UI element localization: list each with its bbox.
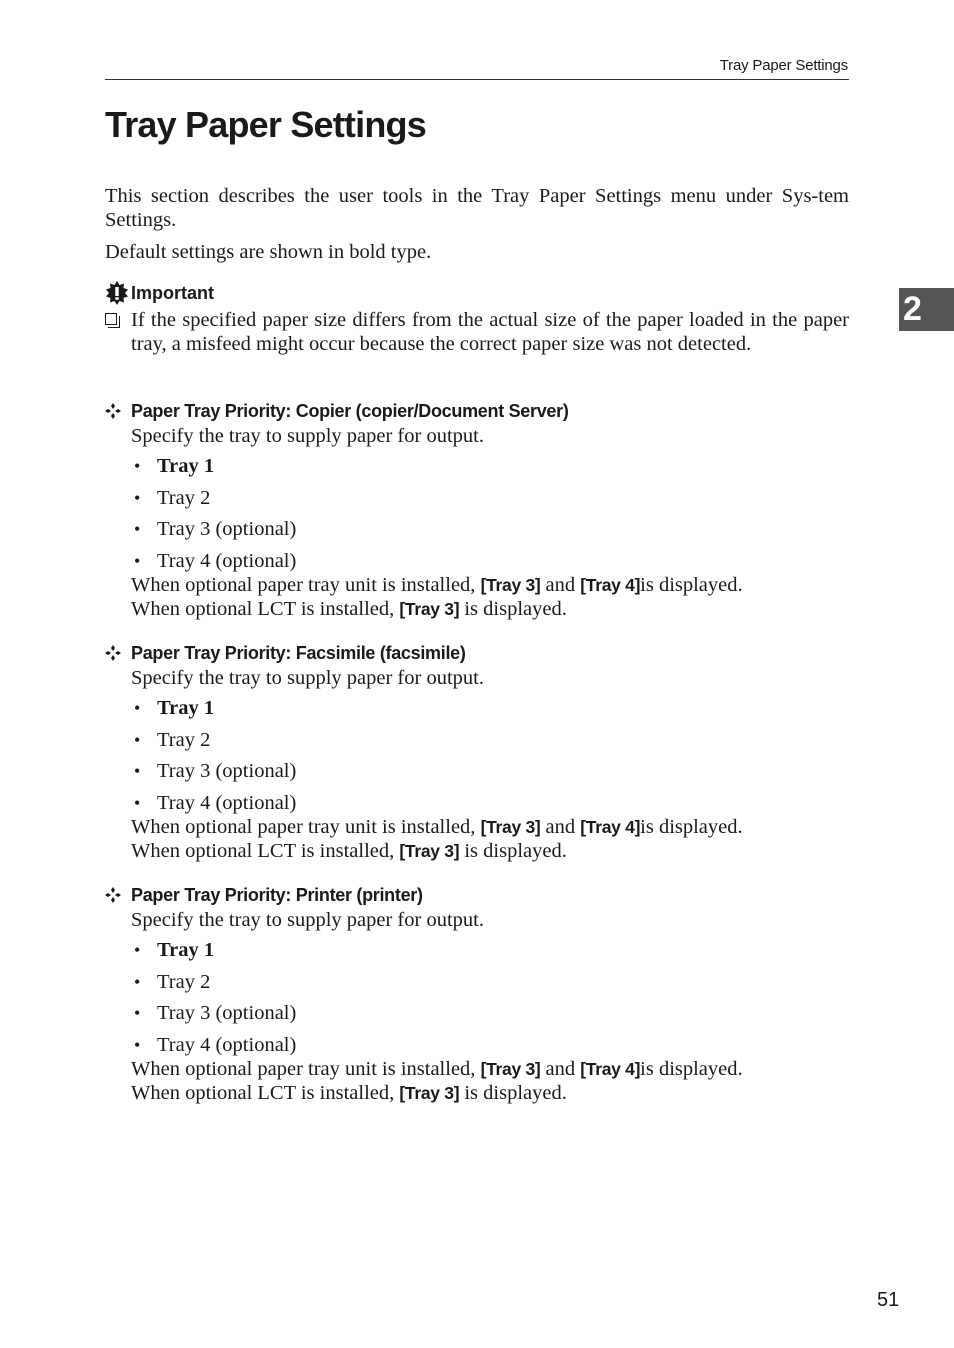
section-notes: [131, 815, 849, 863]
option-item-tray-4: • Tray 4 (optional): [134, 1033, 297, 1056]
bullet-icon: •: [134, 761, 141, 781]
important-heading-text: Important: [131, 282, 214, 303]
key-tray-4: [Tray 4]: [580, 1058, 641, 1079]
checkbox-icon: [105, 313, 117, 325]
option-item-tray-1: • Tray 1: [134, 455, 215, 477]
key-tray-3: [Tray 3]: [480, 1058, 541, 1079]
important-burst-icon: [105, 281, 129, 305]
key-tray-3: [Tray 3]: [399, 598, 460, 619]
section-heading: [105, 398, 849, 424]
section-heading-text: Paper Tray Priority: Printer (printer): [131, 884, 423, 905]
section-heading: [105, 882, 849, 908]
bullet-icon: •: [134, 792, 141, 813]
section-heading-text: Paper Tray Priority: Copier (copier/Document Server): [131, 400, 569, 421]
diamond-bullet-icon: [105, 403, 121, 419]
bullet-icon: •: [134, 456, 141, 476]
bullet-icon: •: [134, 519, 141, 539]
note-lct: When optional LCT is installed, [Tray 3] is displayed.: [131, 597, 567, 620]
option-item-tray-4: • Tray 4 (optional): [134, 549, 297, 572]
option-item-tray-3: • Tray 3 (optional): [134, 518, 297, 540]
default-settings-note: Default settings are shown in bold type.: [105, 241, 432, 263]
section-notes: [131, 1057, 849, 1105]
bullet-icon: •: [134, 1034, 141, 1055]
page-title: Tray Paper Settings: [105, 104, 426, 145]
note-lct: When optional LCT is installed, [Tray 3] is displayed.: [131, 839, 567, 862]
option-item-tray-3: • Tray 3 (optional): [134, 760, 297, 782]
section-facsimile: [105, 640, 849, 863]
diamond-bullet-icon: [105, 887, 121, 903]
bullet-icon: •: [134, 1003, 141, 1023]
page-number: 51: [877, 1289, 900, 1311]
bullet-icon: •: [134, 729, 141, 750]
important-heading: [105, 281, 214, 305]
important-item: [105, 308, 849, 356]
section-heading-text: Paper Tray Priority: Facsimile (facsimile): [131, 642, 466, 663]
note-tray-unit: When optional paper tray unit is installed, [Tray 3] and [Tray 4]is displayed.: [131, 573, 743, 596]
diamond-bullet-icon: [105, 645, 121, 661]
section-description: Specify the tray to supply paper for output.: [131, 909, 484, 931]
header-rule: [105, 79, 849, 80]
intro-paragraph: This section describes the user tools in the Tray Paper Settings menu under Sys-tem Settings.: [105, 185, 849, 231]
bullet-icon: •: [134, 487, 141, 508]
key-tray-3: [Tray 3]: [480, 816, 541, 837]
note-lct: When optional LCT is installed, [Tray 3] is displayed.: [131, 1081, 567, 1104]
important-item-text: If the specified paper size differs from the actual size of the paper loaded in the paper tray, a misfeed might occur because the correct paper size was not detected.: [131, 309, 849, 355]
option-list: [105, 938, 849, 1057]
option-item-tray-3: • Tray 3 (optional): [134, 1002, 297, 1024]
bullet-icon: •: [134, 940, 141, 960]
option-item-tray-1: • Tray 1: [134, 939, 215, 961]
key-tray-3: [Tray 3]: [480, 574, 541, 595]
key-tray-4: [Tray 4]: [580, 816, 641, 837]
section-description: Specify the tray to supply paper for output.: [131, 425, 484, 447]
section-notes: [131, 573, 849, 621]
chapter-tab: 2: [899, 288, 954, 331]
bullet-icon: •: [134, 971, 141, 992]
bullet-icon: •: [134, 698, 141, 718]
key-tray-4: [Tray 4]: [580, 574, 641, 595]
option-item-tray-2: • Tray 2: [134, 970, 211, 993]
bullet-icon: •: [134, 550, 141, 571]
note-tray-unit: When optional paper tray unit is installed, [Tray 3] and [Tray 4]is displayed.: [131, 1057, 743, 1080]
option-item-tray-1: • Tray 1: [134, 697, 215, 719]
option-item-tray-2: • Tray 2: [134, 728, 211, 751]
running-header-title: Tray Paper Settings: [719, 57, 848, 74]
section-description: Specify the tray to supply paper for output.: [131, 667, 484, 689]
option-list: [105, 696, 849, 815]
section-printer: [105, 882, 849, 1105]
section-copier: [105, 398, 849, 621]
key-tray-3: [Tray 3]: [399, 840, 460, 861]
option-item-tray-2: • Tray 2: [134, 486, 211, 509]
option-list: [105, 454, 849, 573]
key-tray-3: [Tray 3]: [399, 1082, 460, 1103]
note-tray-unit: When optional paper tray unit is installed, [Tray 3] and [Tray 4]is displayed.: [131, 815, 743, 838]
option-item-tray-4: • Tray 4 (optional): [134, 791, 297, 814]
section-heading: [105, 640, 849, 666]
